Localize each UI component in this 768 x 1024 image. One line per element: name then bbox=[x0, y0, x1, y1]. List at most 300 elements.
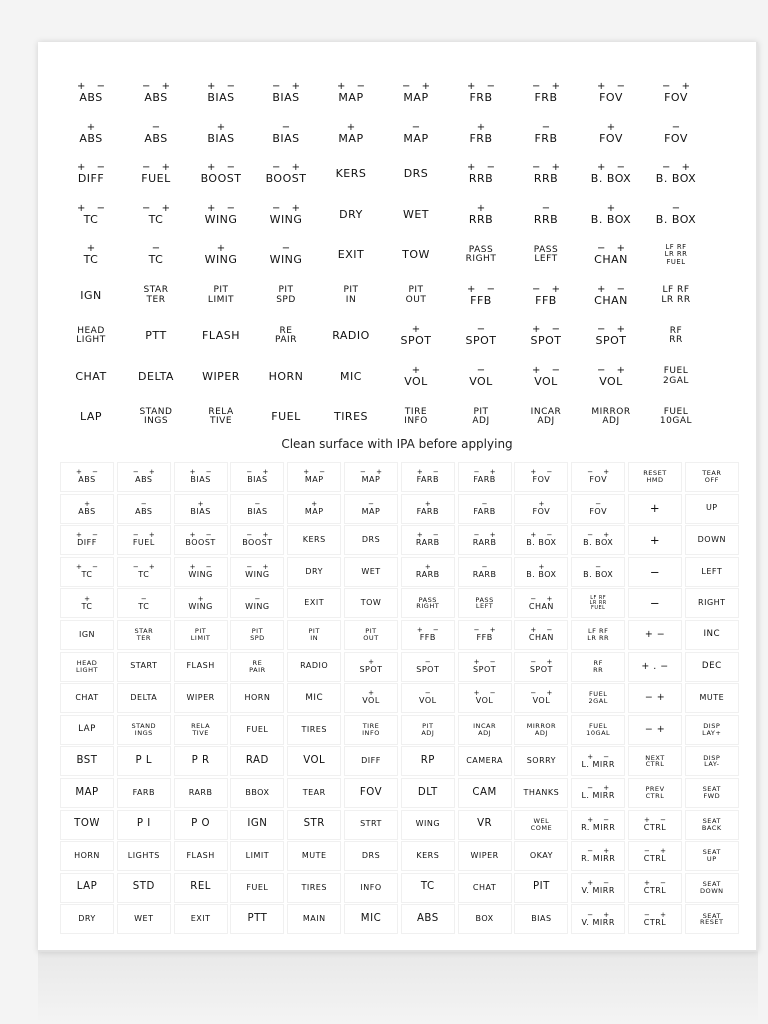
decal-tile bbox=[571, 810, 625, 840]
decal-label: FARB bbox=[416, 475, 439, 485]
decal-label: − + bbox=[644, 692, 666, 704]
decal-tile bbox=[257, 198, 315, 232]
decal-tile bbox=[344, 715, 398, 745]
decal-label: LIGHT bbox=[76, 335, 106, 345]
decal-tile bbox=[517, 238, 575, 272]
decal-tile bbox=[571, 557, 625, 587]
decal-label: TOW bbox=[402, 248, 430, 262]
decal-label: BOX bbox=[475, 914, 494, 924]
decal-tile bbox=[60, 462, 114, 492]
decal-label: PAIR bbox=[249, 665, 266, 674]
decal-tile bbox=[514, 715, 568, 745]
decal-label: LIGHTS bbox=[127, 850, 160, 860]
plus-minus-marks: − bbox=[671, 121, 685, 133]
decal-tile bbox=[322, 360, 380, 394]
plus-minus-marks: − + bbox=[597, 324, 629, 336]
decal-label: FUEL bbox=[589, 690, 608, 699]
decal-label: ADJ bbox=[534, 728, 548, 737]
decal-label: BIAS bbox=[190, 506, 211, 516]
decal-tile bbox=[647, 279, 705, 313]
decal-label: ABS bbox=[144, 91, 168, 105]
decal-tile bbox=[517, 319, 575, 353]
decal-tile bbox=[628, 525, 682, 555]
decal-label: DRY bbox=[305, 566, 323, 576]
decal-tile bbox=[628, 588, 682, 618]
plus-minus-marks: − + bbox=[587, 784, 614, 793]
decal-label: BIAS bbox=[247, 475, 268, 485]
decal-label: CHAN bbox=[594, 293, 628, 307]
decal-tile bbox=[401, 841, 455, 871]
decal-tile bbox=[685, 715, 739, 745]
decal-label: + . − bbox=[641, 660, 669, 672]
decal-label: WEL bbox=[533, 816, 550, 825]
decal-tile bbox=[287, 494, 341, 524]
decal-tile bbox=[322, 76, 380, 110]
decal-tile bbox=[571, 715, 625, 745]
decal-tile bbox=[517, 400, 575, 434]
decal-label: ADJ bbox=[472, 416, 490, 426]
decal-label: LEFT bbox=[701, 566, 723, 576]
decal-label: MIC bbox=[305, 692, 324, 703]
plus-minus-marks: + − bbox=[587, 815, 614, 824]
decal-label: TOW bbox=[74, 818, 100, 830]
decal-tile bbox=[571, 841, 625, 871]
decal-label: FFB bbox=[470, 293, 492, 307]
decal-label: ABS bbox=[144, 131, 168, 145]
decal-label: DLT bbox=[417, 786, 438, 798]
decal-tile bbox=[514, 746, 568, 776]
plus-minus-marks: + bbox=[476, 121, 490, 133]
decal-tile bbox=[62, 76, 120, 110]
decal-label: SEAT bbox=[702, 785, 721, 794]
plus-minus-marks: + − bbox=[473, 689, 500, 698]
decal-label: SEAT bbox=[702, 816, 721, 825]
decal-tile bbox=[514, 841, 568, 871]
plus-minus-marks: − bbox=[254, 594, 265, 603]
plus-minus-marks: − + bbox=[272, 202, 304, 214]
plus-minus-marks: − bbox=[424, 689, 435, 698]
decal-label: LIMIT bbox=[245, 850, 270, 860]
plus-minus-marks: + − bbox=[597, 162, 629, 174]
decal-label: VOL bbox=[362, 696, 380, 706]
decal-label: FOV bbox=[664, 131, 688, 145]
decal-tile bbox=[60, 746, 114, 776]
decal-label: UP bbox=[706, 855, 717, 864]
plus-minus-marks: + − bbox=[76, 468, 102, 477]
plus-minus-marks: − + bbox=[132, 563, 159, 572]
decal-label: SORRY bbox=[526, 756, 557, 766]
decal-tile bbox=[287, 652, 341, 682]
decal-label: PIT bbox=[343, 285, 359, 296]
decal-label: SEAT bbox=[702, 848, 721, 857]
decal-label: PASS bbox=[418, 595, 437, 604]
decal-tile bbox=[230, 810, 284, 840]
decal-label: BIAS bbox=[531, 914, 552, 924]
decal-label: CHAN bbox=[528, 601, 554, 611]
plus-minus-marks: − bbox=[476, 324, 490, 336]
decal-label: PTT bbox=[145, 329, 167, 343]
decal-tile bbox=[127, 279, 185, 313]
decal-label: PIT bbox=[532, 881, 550, 893]
decal-tile bbox=[685, 652, 739, 682]
plus-minus-marks: + − bbox=[597, 283, 629, 295]
decal-tile bbox=[117, 588, 171, 618]
decal-label: DISP bbox=[703, 753, 721, 762]
decal-tile bbox=[458, 588, 512, 618]
decal-tile bbox=[514, 557, 568, 587]
decal-label: BIAS bbox=[272, 91, 300, 105]
decal-tile bbox=[685, 683, 739, 713]
decal-label: FOV bbox=[599, 131, 623, 145]
decal-label: B. BOX bbox=[590, 212, 632, 226]
decal-label: TOW bbox=[360, 598, 382, 608]
decal-label: CAM bbox=[472, 786, 497, 798]
decal-label: OKAY bbox=[529, 850, 553, 860]
decal-label: INCAR bbox=[530, 406, 562, 417]
decal-label: COME bbox=[530, 823, 553, 832]
decal-label: FOV bbox=[589, 475, 608, 485]
decal-tile bbox=[287, 778, 341, 808]
decal-label: VOL bbox=[599, 374, 623, 388]
decal-tile bbox=[647, 198, 705, 232]
decal-label: FARB bbox=[473, 506, 496, 516]
decal-tile bbox=[514, 810, 568, 840]
decal-label: RRB bbox=[468, 212, 494, 226]
decal-label: − + bbox=[644, 723, 666, 735]
decal-tile bbox=[517, 279, 575, 313]
decal-label: INC bbox=[703, 629, 721, 640]
plus-minus-marks: + − bbox=[303, 468, 330, 477]
decal-tile bbox=[230, 904, 284, 934]
decal-label: RR bbox=[593, 665, 604, 674]
decal-tile bbox=[582, 157, 640, 191]
decal-label: FUEL bbox=[589, 721, 608, 730]
decal-tile bbox=[582, 400, 640, 434]
decal-tile bbox=[344, 620, 398, 650]
decal-tile bbox=[344, 904, 398, 934]
plus-minus-marks: − + bbox=[662, 162, 694, 174]
plus-minus-marks: + bbox=[411, 324, 425, 336]
decal-tile bbox=[571, 778, 625, 808]
decal-tile bbox=[628, 778, 682, 808]
plus-minus-marks: + bbox=[606, 121, 620, 133]
decal-tile bbox=[458, 715, 512, 745]
decal-label: RR bbox=[669, 335, 683, 345]
decal-tile bbox=[647, 360, 705, 394]
decal-label: STD bbox=[132, 881, 155, 893]
plus-minus-marks: − + bbox=[532, 162, 564, 174]
decal-tile bbox=[257, 319, 315, 353]
plus-minus-marks: + bbox=[368, 689, 378, 698]
decal-tile bbox=[117, 904, 171, 934]
plus-minus-marks: − bbox=[481, 499, 492, 508]
decal-tile bbox=[230, 494, 284, 524]
decal-label: PASS bbox=[475, 595, 494, 604]
decal-label: INFO bbox=[360, 882, 382, 892]
decal-label: RAD bbox=[245, 755, 269, 767]
decal-label: SPOT bbox=[530, 334, 562, 348]
decal-label: FUEL bbox=[663, 366, 689, 377]
decal-tile bbox=[174, 715, 228, 745]
decal-label: FLASH bbox=[186, 850, 215, 860]
decal-label: FRB bbox=[534, 131, 558, 145]
decal-tile bbox=[452, 319, 510, 353]
decal-label: RADIO bbox=[300, 661, 329, 671]
decal-label: IGN bbox=[78, 629, 96, 639]
plus-minus-marks: − + bbox=[142, 202, 174, 214]
decal-tile bbox=[452, 76, 510, 110]
decal-label: L. MIRR bbox=[581, 791, 615, 801]
decal-label: LIMIT bbox=[207, 294, 235, 305]
plus-minus-marks: − + bbox=[246, 563, 273, 572]
decal-tile bbox=[62, 157, 120, 191]
decal-tile bbox=[287, 683, 341, 713]
decal-tile bbox=[60, 652, 114, 682]
decal-tile bbox=[117, 525, 171, 555]
decal-label: WING bbox=[415, 819, 441, 829]
plus-minus-marks: + bbox=[476, 202, 490, 214]
decal-label: B. BOX bbox=[583, 570, 614, 580]
decal-label: FOV bbox=[359, 786, 383, 798]
decal-label: BIAS bbox=[247, 506, 268, 516]
decal-label: STR bbox=[303, 818, 325, 830]
decal-tile bbox=[230, 462, 284, 492]
decal-label: FOV bbox=[599, 91, 623, 105]
decal-label: DRY bbox=[78, 914, 96, 924]
decal-tile bbox=[257, 238, 315, 272]
decal-label: TC bbox=[138, 601, 150, 611]
decal-label: RARB bbox=[472, 570, 497, 580]
decal-label: WING bbox=[204, 253, 238, 267]
decal-label: TIRE bbox=[404, 406, 428, 417]
decal-tile bbox=[517, 198, 575, 232]
decal-tile bbox=[628, 683, 682, 713]
decal-label: DELTA bbox=[138, 369, 174, 383]
decal-label: RIGHT bbox=[465, 254, 497, 264]
decal-tile bbox=[127, 360, 185, 394]
decal-tile bbox=[571, 904, 625, 934]
decal-tile bbox=[230, 588, 284, 618]
decal-tile bbox=[582, 117, 640, 151]
decal-label: PASS bbox=[533, 244, 559, 255]
decal-label: RARB bbox=[188, 787, 213, 797]
decal-label: RE bbox=[279, 325, 293, 336]
decal-tile bbox=[628, 873, 682, 903]
plus-minus-marks: + bbox=[197, 594, 208, 603]
decal-label: LF RF bbox=[662, 285, 690, 296]
plus-minus-marks: + bbox=[84, 594, 94, 603]
decal-tile bbox=[192, 279, 250, 313]
plus-minus-marks: − + bbox=[272, 81, 304, 93]
decal-tile bbox=[344, 873, 398, 903]
decal-label: LAY+ bbox=[702, 728, 722, 737]
decal-label: BBOX bbox=[245, 787, 270, 797]
decal-tile bbox=[387, 76, 445, 110]
decal-label: P L bbox=[135, 755, 153, 767]
plus-minus-marks: − + bbox=[132, 531, 159, 540]
decal-label: FWD bbox=[703, 792, 721, 800]
decal-label: HEAD bbox=[77, 325, 105, 336]
decal-tile bbox=[117, 462, 171, 492]
decal-tile bbox=[60, 873, 114, 903]
decal-label: TC bbox=[81, 570, 93, 580]
decal-label: DELTA bbox=[130, 692, 158, 702]
decal-label: FFB bbox=[419, 633, 436, 643]
decal-tile bbox=[582, 76, 640, 110]
plus-minus-marks: − + bbox=[587, 847, 614, 856]
decal-label: TC bbox=[81, 601, 93, 611]
decal-label: FFB bbox=[535, 293, 557, 307]
decal-label: UP bbox=[705, 503, 718, 513]
decal-label: DEC bbox=[701, 661, 722, 672]
decal-tile bbox=[685, 588, 739, 618]
decal-tile bbox=[571, 620, 625, 650]
decal-tile bbox=[628, 904, 682, 934]
decal-label: PIT bbox=[278, 285, 294, 296]
decal-tile bbox=[344, 588, 398, 618]
decal-tile bbox=[452, 117, 510, 151]
decal-tile bbox=[582, 238, 640, 272]
decal-label: + − bbox=[644, 629, 666, 641]
decal-tile bbox=[60, 494, 114, 524]
decal-label: − bbox=[649, 596, 661, 611]
decal-tile bbox=[452, 157, 510, 191]
decal-label: RARB bbox=[415, 538, 440, 548]
decal-label: LR RR bbox=[661, 294, 691, 305]
decal-tile bbox=[192, 238, 250, 272]
decal-label: TEAR bbox=[702, 469, 722, 478]
decal-tile bbox=[117, 873, 171, 903]
decal-label: ABS bbox=[135, 475, 153, 485]
decal-tile bbox=[571, 683, 625, 713]
decal-tile bbox=[322, 117, 380, 151]
decal-tile bbox=[287, 557, 341, 587]
decal-label: MAP bbox=[75, 786, 99, 798]
decal-tile bbox=[257, 76, 315, 110]
plus-minus-marks: + − bbox=[532, 364, 564, 376]
decal-tile bbox=[647, 117, 705, 151]
decal-label: FFB bbox=[476, 633, 493, 643]
decal-label: LF RF bbox=[665, 243, 687, 252]
decal-label: STAR bbox=[134, 627, 154, 636]
decal-label: PIT bbox=[194, 627, 207, 636]
decal-tile bbox=[174, 525, 228, 555]
plus-minus-marks: + − bbox=[416, 531, 443, 540]
decal-tile bbox=[174, 841, 228, 871]
decal-tile bbox=[230, 715, 284, 745]
decal-label: OUT bbox=[363, 634, 379, 642]
decal-tile bbox=[192, 360, 250, 394]
decal-tile bbox=[62, 198, 120, 232]
decal-label: NEXT bbox=[645, 753, 665, 762]
decal-label: LR RR bbox=[589, 599, 607, 606]
plus-minus-marks: − + bbox=[142, 81, 174, 93]
plus-minus-marks: + bbox=[216, 121, 230, 133]
decal-tile bbox=[257, 157, 315, 191]
decal-tile bbox=[458, 841, 512, 871]
decal-tile bbox=[287, 746, 341, 776]
plus-minus-marks: − bbox=[254, 499, 265, 508]
decal-tile bbox=[62, 319, 120, 353]
decal-tile bbox=[62, 279, 120, 313]
decal-label: TC bbox=[148, 212, 164, 226]
decal-label: WING bbox=[204, 212, 238, 226]
decal-tile bbox=[628, 746, 682, 776]
decal-tile bbox=[647, 157, 705, 191]
decal-tile bbox=[344, 841, 398, 871]
decal-label: RRB bbox=[468, 172, 494, 186]
plus-minus-marks: − + bbox=[597, 243, 629, 255]
decal-tile bbox=[582, 198, 640, 232]
decal-label: IGN bbox=[247, 818, 268, 830]
decal-tile bbox=[344, 462, 398, 492]
decal-label: RESET bbox=[700, 918, 724, 927]
plus-minus-marks: + − bbox=[644, 815, 670, 824]
decal-tile bbox=[514, 652, 568, 682]
plus-minus-marks: − + bbox=[662, 81, 694, 93]
decal-label: WING bbox=[245, 570, 270, 580]
plus-minus-marks: + − bbox=[76, 563, 102, 572]
decal-label: FARB bbox=[473, 475, 496, 485]
decal-label: BOOST bbox=[185, 538, 216, 548]
decal-tile bbox=[174, 683, 228, 713]
decal-tile bbox=[230, 873, 284, 903]
decal-label: 2GAL bbox=[588, 697, 608, 706]
decal-label: LEFT bbox=[534, 254, 558, 264]
decal-tile bbox=[174, 588, 228, 618]
decal-tile bbox=[344, 557, 398, 587]
plus-minus-marks: − + bbox=[587, 910, 614, 919]
decal-tile bbox=[685, 525, 739, 555]
decal-label: MIC bbox=[340, 369, 362, 383]
decal-tile bbox=[582, 319, 640, 353]
decal-label: ADJ bbox=[478, 728, 492, 737]
decal-tile bbox=[287, 873, 341, 903]
decal-tile bbox=[60, 810, 114, 840]
decal-tile bbox=[571, 494, 625, 524]
decal-label: STAR bbox=[143, 285, 169, 296]
decal-tile bbox=[628, 652, 682, 682]
decal-tile bbox=[192, 76, 250, 110]
plus-minus-marks: − + bbox=[530, 657, 557, 666]
plus-minus-marks: + bbox=[216, 243, 230, 255]
decal-label: CTRL bbox=[643, 854, 667, 864]
decal-tile bbox=[452, 198, 510, 232]
plus-minus-marks: + − bbox=[530, 468, 557, 477]
decal-label: CHAN bbox=[594, 253, 628, 267]
decal-label: WET bbox=[402, 207, 430, 221]
decal-label: BIAS bbox=[207, 131, 235, 145]
decal-tile bbox=[452, 279, 510, 313]
decal-tile bbox=[230, 557, 284, 587]
decal-label: CTRL bbox=[643, 822, 667, 832]
decal-label: PTT bbox=[247, 913, 268, 925]
decal-tile bbox=[514, 462, 568, 492]
decal-label: SPD bbox=[276, 294, 296, 305]
decal-label: HORN bbox=[268, 369, 304, 383]
plus-minus-marks: − bbox=[140, 499, 151, 508]
decal-label: OFF bbox=[704, 476, 719, 484]
plus-minus-marks: + − bbox=[77, 202, 109, 214]
decal-label: WIPER bbox=[186, 692, 215, 702]
plus-minus-marks: + − bbox=[189, 563, 216, 572]
decal-label: FUEL bbox=[246, 882, 269, 892]
decal-label: VOL bbox=[404, 374, 428, 388]
decal-tile bbox=[685, 462, 739, 492]
decal-tile bbox=[401, 620, 455, 650]
decal-label: TC bbox=[148, 253, 164, 267]
decal-tile bbox=[287, 525, 341, 555]
